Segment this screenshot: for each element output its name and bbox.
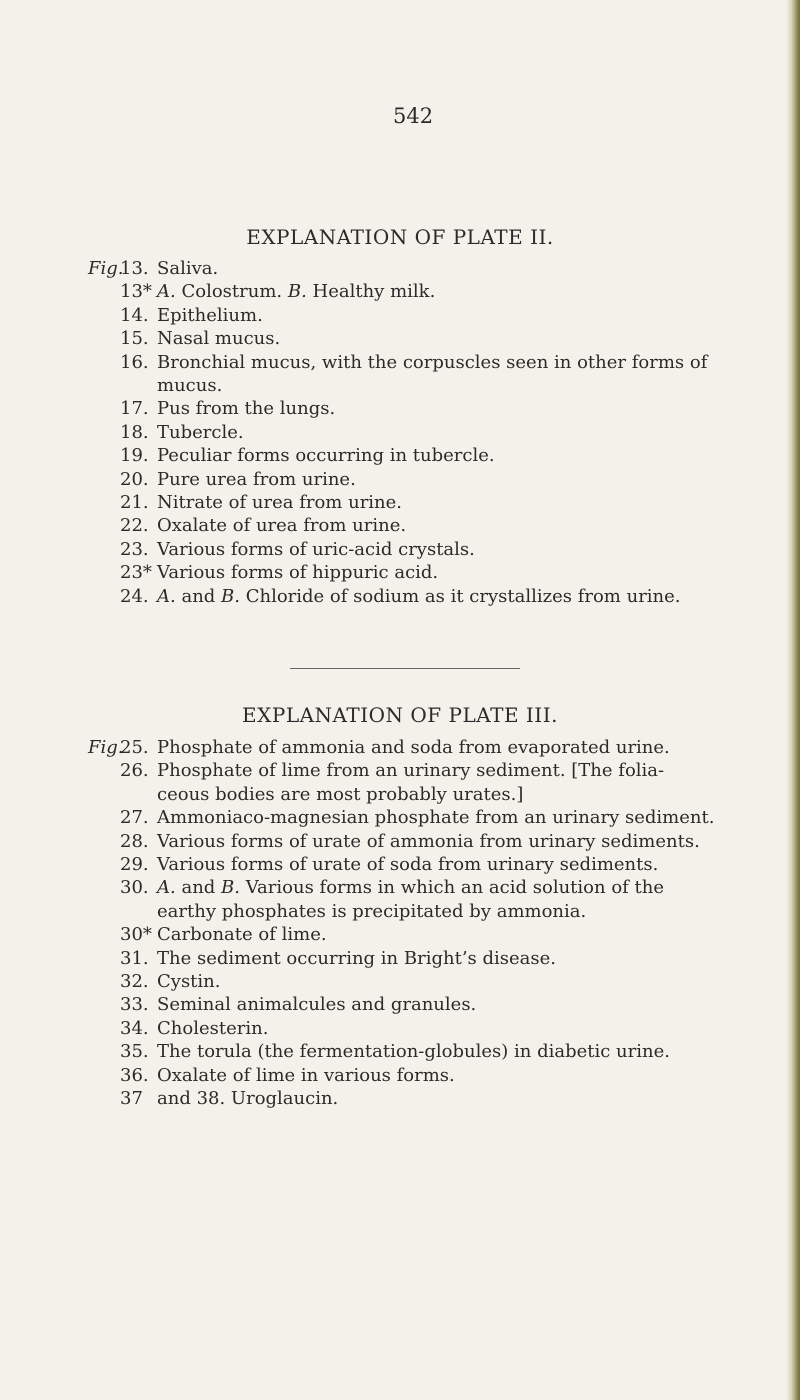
figure-description: Cystin. [157,971,221,993]
figure-description [157,876,780,899]
figure-number: 30* [120,924,152,946]
variant-b-label: B. [287,281,307,303]
list-item [120,327,780,350]
figure-description: Tubercle. [157,421,244,443]
variant-a-label: A. [157,877,176,899]
figure-number: 17. [120,398,149,420]
figure-description [157,585,780,608]
figure-number: 13. [120,258,149,279]
figure-number: 16. [120,351,149,373]
figure-number: 22. [120,515,149,537]
figure-description: Carbonate of lime. [157,924,327,946]
list-item [120,351,780,374]
figure-description: Bronchial mucus, with the corpuscles seen in other forms of [157,351,708,373]
figure-description: Cholesterin. [157,1017,269,1039]
figure-number: 28. [120,830,149,852]
figure-number: 32. [120,971,149,993]
figure-description: Various forms of hippuric acid. [157,562,439,584]
page-number: 542 [393,104,434,128]
list-item [120,1087,780,1110]
figure-number: 37 [120,1088,143,1110]
section-divider [290,668,520,669]
figure-number: 30. [120,877,149,899]
figure-description: Phosphate of ammonia and soda from evaporated urine. [157,737,670,758]
figure-number: 36. [120,1064,149,1086]
figure-number: 35. [120,1041,149,1063]
figure-number: 14. [120,304,149,326]
figure-description: Various forms of urate of soda from urinary sediments. [157,854,659,876]
figure-description: Various forms of urate of ammonia from urinary sediments. [157,830,700,852]
variant-a-text: and [175,585,222,607]
variant-a-label: A. [157,281,176,303]
figure-number: 23. [120,538,149,560]
list-item [88,257,780,280]
figure-number: 29. [120,854,149,876]
list-item [120,280,780,303]
list-item [120,514,780,537]
figure-description: Peculiar forms occurring in tubercle. [157,445,495,467]
figure-description: Nasal mucus. [157,328,281,350]
figure-description: Seminal animalcules and granules. [157,994,477,1016]
figure-number: 27. [120,807,149,829]
figure-description: Phosphate of lime from an urinary sediment. [The folia- [157,760,665,782]
list-item [120,468,780,491]
figure-number: 33. [120,994,149,1016]
list-item [120,421,780,444]
figure-number: 26. [120,760,149,782]
list-item [120,491,780,514]
list-item [120,806,780,829]
variant-a-text: and [175,877,222,899]
figure-description: The torula (the fermentation-globules) in diabetic urine. [157,1041,670,1063]
list-item [120,304,780,327]
variant-a-label: A. [157,585,176,607]
variant-b-text: Various forms in which an acid solution of the [239,877,665,899]
plate-iii-list [88,736,780,1111]
list-item [120,970,780,993]
list-item [120,1040,780,1063]
figure-description-continued: mucus. [157,375,223,397]
figure-description: Oxalate of lime in various forms. [157,1064,455,1086]
page-edge [786,0,800,1400]
list-item [120,923,780,946]
fig-label: Fig. [88,737,124,758]
plate-ii-list [88,257,780,608]
figure-number: 31. [120,947,149,969]
list-item [120,1017,780,1040]
figure-number: 34. [120,1017,149,1039]
list-item [120,759,780,782]
figure-description: Nitrate of urea from urine. [157,492,403,514]
list-item [120,993,780,1016]
figure-description: Epithelium. [157,304,263,326]
list-item [120,1064,780,1087]
variant-b-label: B. [221,585,240,607]
figure-number: 18. [120,421,149,443]
figure-number: 20. [120,468,149,490]
figure-description: Pure urea from urine. [157,468,356,490]
figure-number: 13* [120,281,152,303]
list-item [120,853,780,876]
fig-label: Fig. [88,258,124,279]
figure-description: The sediment occurring in Bright’s disease. [157,947,557,969]
figure-number: 24. [120,585,149,607]
variant-b-label: B. [221,877,240,899]
figure-description: Various forms of uric-acid crystals. [157,538,475,560]
figure-description: Saliva. [157,258,219,279]
variant-b-text: Healthy milk. [306,281,436,303]
figure-description: Pus from the lungs. [157,398,336,420]
figure-number: 15. [120,328,149,350]
figure-description-continued: earthy phosphates is precipitated by ammonia. [157,900,587,922]
figure-description: and 38. Uroglaucin. [157,1088,339,1110]
figure-number: 19. [120,445,149,467]
figure-description: Ammoniaco-magnesian phosphate from an urinary sediment. [157,807,715,829]
figure-number: 23* [120,562,152,584]
figure-description: Oxalate of urea from urine. [157,515,407,537]
figure-description [157,280,780,303]
list-item [120,947,780,970]
figure-number: 25. [120,737,149,758]
figure-description-continued: ceous bodies are most probably urates.] [157,783,524,805]
list-item [120,538,780,561]
list-item [120,397,780,420]
list-item [120,561,780,584]
plate-iii-heading: EXPLANATION OF PLATE III. [242,703,558,727]
variant-b-text: Chloride of sodium as it crystallizes from urine. [239,585,681,607]
plate-ii-heading: EXPLANATION OF PLATE II. [246,225,554,249]
list-item [120,444,780,467]
list-item [88,736,780,759]
figure-number: 21. [120,492,149,514]
variant-a-text: Colostrum. [175,281,288,303]
list-item [120,876,780,899]
list-item [120,585,780,608]
list-item [120,830,780,853]
